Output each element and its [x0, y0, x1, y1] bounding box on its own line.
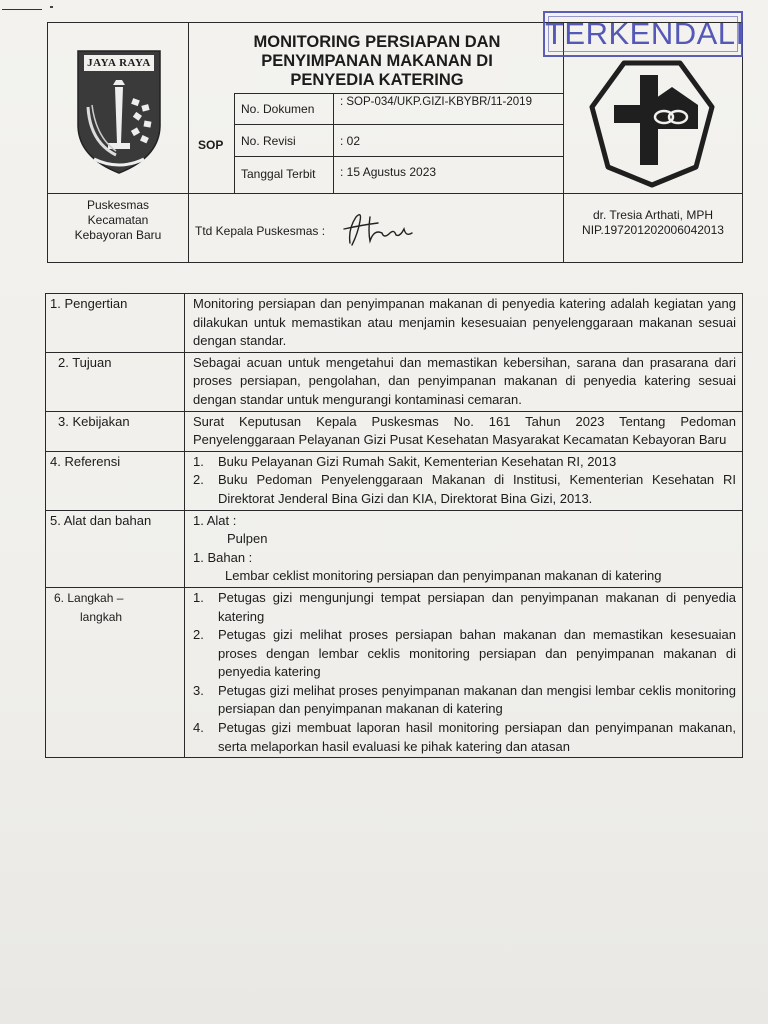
list-text: Petugas gizi mengunjungi tempat persiapan dan penyimpanan makanan di penyedia katering: [218, 589, 736, 624]
list-number: 1.: [193, 589, 204, 605]
issue-date-label: Tanggal Terbit: [241, 167, 316, 181]
materials-value: Lembar ceklist monitoring persiapan dan penyimpanan makanan di katering: [225, 568, 662, 584]
facility-line-2: Kecamatan: [87, 213, 149, 227]
list-item: [193, 719, 736, 756]
logo-text: JAYA RAYA: [87, 57, 151, 69]
signature-label: Ttd Kepala Puskesmas :: [195, 224, 326, 238]
section-row: [46, 352, 743, 411]
revision-value: : 02: [340, 134, 361, 148]
section-label: 2. Tujuan: [46, 352, 185, 411]
section-label: 4. Referensi: [46, 451, 185, 510]
document-title: [236, 33, 518, 90]
list-number: 1.: [193, 453, 204, 469]
section-label: 3. Kebijakan: [46, 411, 185, 451]
sop-content-table: [45, 293, 743, 758]
section-text: Monitoring persiapan dan penyimpanan makanan di penyedia katering adalah kegiatan yang dilakukan untuk memastikan atau menjamin kesesuaian penyelenggaraan makanan sesuai dengan standar.: [185, 294, 743, 353]
doc-no-label: No. Dokumen: [241, 102, 315, 116]
list-text: Petugas gizi membuat laporan hasil monitoring persiapan dan penyimpanan makanan, serta melaporkan hasil evaluasi ke pihak katering dan atasan: [218, 720, 736, 754]
section-row: [46, 587, 743, 757]
list-number: 2.: [193, 627, 204, 643]
section-row: [46, 294, 743, 353]
list-text: Petugas gizi melihat proses penyimpanan makanan dan mengisi lembar ceklis monitoring persiapan dan penyimpanan makanan di katering: [218, 682, 736, 717]
list-item: [193, 589, 736, 626]
sop-label: SOP: [198, 138, 224, 152]
facility-name: [48, 198, 188, 243]
section-label: [46, 587, 185, 757]
section-row: [46, 510, 743, 587]
section-row: [46, 451, 743, 510]
title-line-1: MONITORING PERSIAPAN DAN: [253, 33, 501, 51]
materials-label: 1. Bahan :: [193, 549, 253, 565]
signatory-nip: NIP.197201202006042013: [582, 223, 724, 237]
section-text: Surat Keputusan Kepala Puskesmas No. 161 Tahun 2023 Tentang Pedoman Penyelenggaraan Pelayanan Gizi Pusat Kesehatan Masyarakat Kecamatan Kebayoran Baru: [185, 411, 743, 451]
issue-date-value: : 15 Agustus 2023: [340, 165, 437, 179]
title-line-3: PENYEDIA KATERING: [290, 71, 464, 89]
tools-label: 1. Alat :: [193, 512, 237, 528]
revision-label: No. Revisi: [241, 134, 296, 148]
list-item: [193, 682, 736, 719]
corner-mark: [2, 9, 42, 10]
list-text: Buku Pelayanan Gizi Rumah Sakit, Kementerian Kesehatan RI, 2013: [218, 453, 617, 469]
section-text: Sebagai acuan untuk mengetahui dan memastikan kebersihan, sarana dan prasarana dari proses persiapan, pengolahan, dan penyimpanan makanan di penyedia katering sesuai dengan standar untuk mengurangi kontaminasi cemaran.: [185, 352, 743, 411]
jakarta-emblem: [70, 47, 168, 177]
doc-no-value: : SOP-034/UKP.GIZI-KBYBR/11-2019: [340, 96, 532, 108]
sop-header: [47, 16, 745, 263]
section-label-line: 6. Langkah –: [54, 590, 124, 605]
list-text: Buku Pedoman Penyelenggaraan Makanan di Institusi, Kementerian Kesehatan RI Direktorat Jenderal Bina Gizi dan KIA, Direktorat Bina Gizi, 2013.: [218, 472, 736, 506]
title-line-2: PENYIMPANAN MAKANAN DI: [261, 52, 493, 70]
list-number: 3.: [193, 682, 204, 698]
list-text: Petugas gizi melihat proses persiapan bahan makanan dan memastikan kesesuaian proses dengan lembar ceklis monitoring persiapan dan penyimpanan makanan di penyedia katering: [218, 627, 736, 680]
facility-line-1: Puskesmas: [86, 198, 150, 212]
section-row: [46, 411, 743, 451]
list-number: 4.: [193, 720, 204, 736]
section-list: [185, 587, 743, 757]
section-list: [185, 451, 743, 510]
list-number: 2.: [193, 472, 204, 488]
signatory-name: dr. Tresia Arthati, MPH: [592, 208, 714, 222]
signatory-block: [563, 208, 743, 238]
list-item: [193, 453, 736, 472]
tools-value: Pulpen: [227, 531, 268, 547]
section-label: 1. Pengertian: [46, 294, 185, 353]
facility-line-3: Kebayoran Baru: [74, 228, 162, 242]
section-label-line: langkah: [80, 609, 123, 624]
section-label: 5. Alat dan bahan: [46, 510, 185, 587]
puskesmas-logo-icon: [586, 57, 718, 189]
corner-dot: [50, 6, 53, 8]
signature-mark: [340, 207, 440, 249]
list-item: [193, 471, 736, 508]
controlled-stamp: TERKENDALI: [543, 11, 743, 57]
list-item: [193, 626, 736, 682]
section-tools: [185, 510, 743, 587]
